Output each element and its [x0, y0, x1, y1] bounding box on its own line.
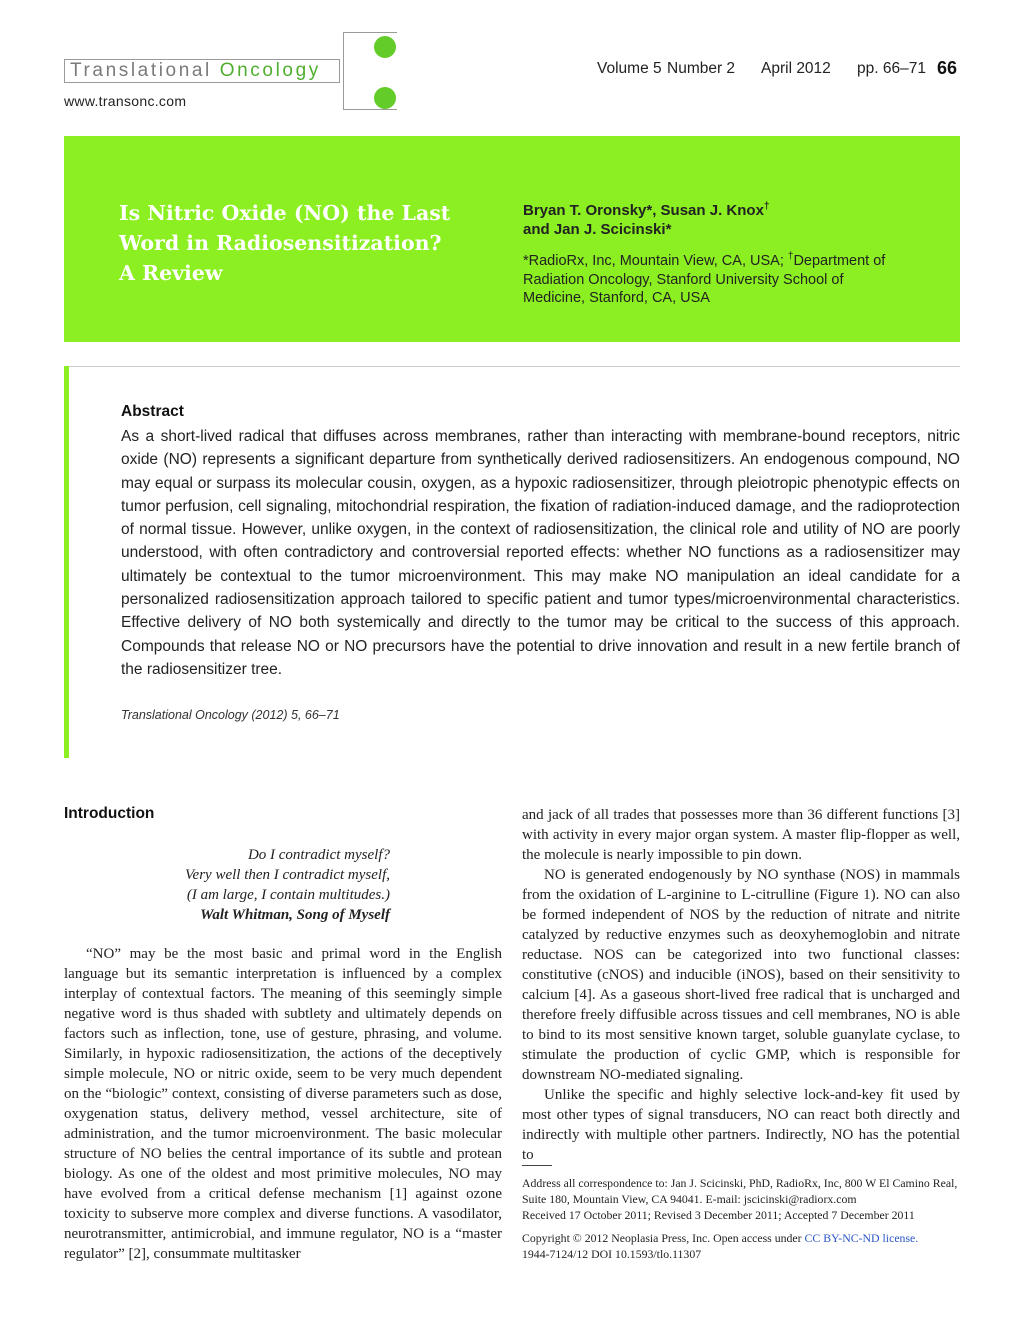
correspondence-note — [522, 1175, 960, 1223]
epigraph — [150, 845, 390, 925]
issue-date-label: April 2012 — [761, 60, 831, 77]
affiliation-mark: † — [787, 251, 794, 263]
page-number: 66 — [937, 58, 958, 78]
abstract-heading: Abstract — [121, 403, 184, 420]
footnote-divider — [522, 1165, 552, 1166]
doi-line: 1944-7124/12 DOI 10.1593/tlo.11307 — [522, 1247, 702, 1261]
abstract-divider — [69, 366, 960, 367]
affiliations: *RadioRx, Inc, Mountain View, CA, USA; †Department of Radiation Oncology, Stanford University School of Medicine, Stanford, CA, USA — [523, 251, 886, 306]
copyright-text: Copyright © 2012 Neoplasia Press, Inc. Open access under — [522, 1231, 805, 1245]
body-paragraph: NO is generated endogenously by NO synthase (NOS) in mammals from the oxidation of L-arginine to L-citrulline (Figure 1). NO can also be formed independent of NOS by the reduction of nitrate and nitrite catalyzed by reductive enzymes such as deoxyhemoglobin and nitrate reductase. NOS can be categorized into two functional classes: constitutive (cNOS) and inducible (iNOS), based on their sensitivity to calcium [4]. As a gaseous short-lived free radical that is uncharged and therefore freely diffusible across tissues and cell membranes, NO is able to bind to its most sensitive known target, soluble guanylate cyclase, to stimulate the production of cyclic GMP, which is responsible for downstream NO-mediated signaling. — [522, 867, 960, 1083]
correspondence-address: Address all correspondence to: Jan J. Scicinski, PhD, RadioRx, Inc, 800 W El Camino Real, Suite 180, Mountain View, CA 94041. E-mail: jscicinski@radiorx.com — [522, 1176, 958, 1206]
epigraph-attribution: Walt Whitman, Song of Myself — [200, 907, 390, 923]
abstract-body: As a short-lived radical that diffuses across membranes, rather than interacting with membrane-bound receptors, nitric oxide (NO) represents a significant departure from synthetically derived radiosensitizers. An endogenous compound, NO may equal or surpass its molecular cousin, oxygen, as a hypoxic radiosensitizer, through pleiotropic phenotypic effects on tumor perfusion, cell signaling, mitochondrial respiration, the fixation of radiation-induced damage, and the radioprotection of normal tissue. However, unlike oxygen, in the context of radiosensitization, the clinical role and utility of NO are poorly understood, with often contradictory and controversial reported effects: whether NO functions as a radiosensitizer may ultimately be contextual to the tumor microenvironment. This may make NO manipulation an ideal candidate for a personalized radiosensitization approach tailored to specific patient and tumor types/microenvironmental characteristics. Effective delivery of NO both systemically and directly to the tumor may be critical to the success of this approach. Compounds that release NO or NO precursors have the potential to drive innovation and result in a new fertile branch of the radiosensitizer tree. — [121, 428, 960, 678]
abstract-accent-bar — [64, 366, 69, 758]
affiliation-mark: † — [763, 201, 770, 212]
received-dates: Received 17 October 2011; Revised 3 December 2011; Accepted 7 December 2011 — [522, 1208, 915, 1222]
body-paragraph: Unlike the specific and highly selective lock-and-key fit used by most other types of signal transducers, NO can react both directly and indirectly with multiple other partners. Indirectly, NO has the potential to — [522, 1087, 960, 1163]
title-line: A Review — [119, 261, 223, 285]
epigraph-line: Very well then I contradict myself, — [185, 867, 390, 883]
logo-dot-top-icon — [374, 36, 396, 58]
author-list — [523, 201, 823, 239]
volume-label: Volume 5 — [597, 60, 662, 77]
copyright-note — [522, 1230, 960, 1262]
body-paragraph: and jack of all trades that possesses more than 36 different functions [3] with activity in every major organ system. A master flip-flopper as well, the molecule is nearly impossible to pin down. — [522, 807, 960, 863]
introduction-heading: Introduction — [64, 805, 155, 822]
epigraph-line: Do I contradict myself? — [247, 847, 390, 863]
body-column-left — [64, 944, 502, 1264]
article-title — [119, 198, 479, 288]
authors-line: and Jan J. Scicinski* — [523, 221, 672, 238]
authors-line: Bryan T. Oronsky*, Susan J. Knox — [523, 202, 764, 219]
body-paragraph: “NO” may be the most basic and primal word in the English language but its semantic interpretation is influenced by a complex interplay of contextual factors. The meaning of this seemingly simple negative word is thus shaded with subtlety and ultimately depends on factors such as inflection, tone, use of gesture, phrasing, and volume. Similarly, in hypoxic radiosensitization, the actions of the deceptively simple molecule, NO or nitric oxide, seem to be very much dependent on the “biologic” context, consisting of diverse parameters such as dose, oxygenation status, delivery method, vessel architecture, site of administration, and the tumor microenvironment. The basic molecular structure of NO belies the central importance of its subtle and protean biology. As one of the oldest and most primitive molecules, NO may have evolved from a critical defense mechanism [1] against ozone toxicity to subserve more complex and diverse functions. A vasodilator, neurotransmitter, antimicrobial, and immune regulator, NO is a “master regulator” [2], consummate multitasker — [64, 946, 502, 1262]
journal-name-oncology: Oncology — [219, 60, 321, 81]
logo-dot-bottom-icon — [374, 87, 396, 109]
issue-number-label: Number 2 — [667, 60, 736, 77]
journal-logo — [64, 59, 340, 83]
title-line: Is Nitric Oxide (NO) the Last — [119, 201, 451, 225]
epigraph-line: (I am large, I contain multitudes.) — [186, 887, 390, 903]
title-line: Word in Radiosensitization? — [119, 231, 442, 255]
license-link[interactable]: CC BY-NC-ND license. — [804, 1231, 919, 1245]
journal-citation: Translational Oncology (2012) 5, 66–71 — [121, 708, 340, 722]
page-range-label: pp. 66–71 — [857, 60, 926, 77]
journal-url-link[interactable]: www.transonc.com — [64, 93, 187, 109]
journal-name-translational: Translational — [70, 60, 212, 81]
body-column-right — [522, 805, 960, 1165]
